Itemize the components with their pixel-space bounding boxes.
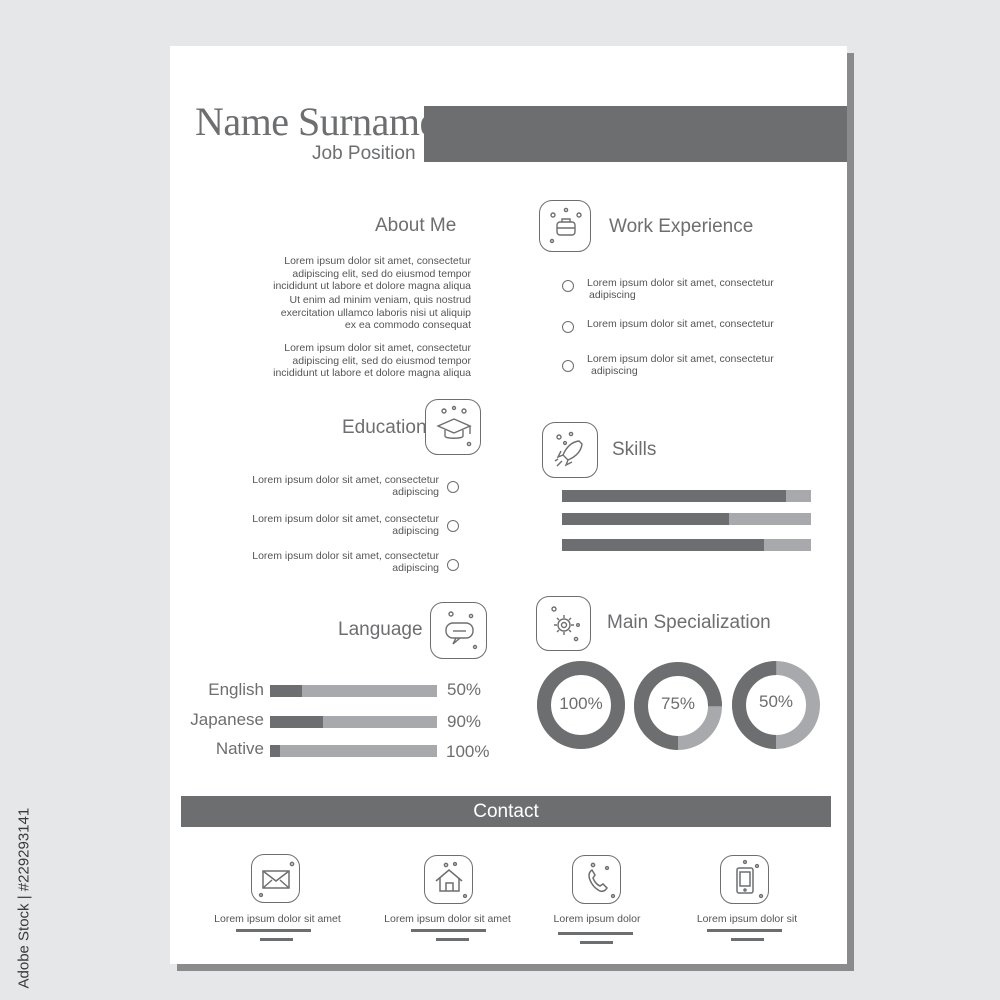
about-paragraph-3 xyxy=(221,342,471,380)
language-bar-track xyxy=(270,685,437,697)
education-line: adipiscing xyxy=(392,486,439,498)
about-line: ex ea commodo consequat xyxy=(344,319,471,331)
education-bullet xyxy=(447,481,459,493)
language-percent: 90% xyxy=(447,712,482,731)
language-percent: 100% xyxy=(446,742,490,761)
divider-line xyxy=(260,938,293,941)
about-paragraph-2 xyxy=(221,294,471,332)
work-bullet xyxy=(562,280,574,292)
about-line: incididunt ut labore et dolore magna aliqua xyxy=(273,280,471,292)
gear-icon xyxy=(536,596,591,651)
education-item-1 xyxy=(199,474,439,498)
contact-text: Lorem ipsum dolor sit xyxy=(696,913,798,925)
language-bar-fill xyxy=(270,685,302,697)
graduation-cap-icon xyxy=(425,399,481,455)
speech-bubble-icon xyxy=(430,602,487,659)
contact-title: Contact xyxy=(473,801,539,822)
education-bullet xyxy=(447,559,459,571)
skills-title: Skills xyxy=(612,439,657,460)
work-line: Lorem ipsum dolor sit amet, consectetur xyxy=(587,277,774,289)
education-line: Lorem ipsum dolor sit amet, consectetur xyxy=(252,474,439,486)
work-line: adipiscing xyxy=(589,289,636,301)
language-name: Japanese xyxy=(190,710,264,729)
language-bar-fill xyxy=(270,745,280,757)
about-line: Lorem ipsum dolor sit amet, consectetur xyxy=(284,255,471,267)
work-item-1 xyxy=(587,277,817,301)
divider-line xyxy=(411,929,486,932)
language-bar-track xyxy=(270,745,437,757)
stock-watermark xyxy=(14,770,34,990)
donut-label: 50% xyxy=(758,692,794,711)
about-line: adipiscing elit, sed do eiusmod tempor xyxy=(292,267,471,280)
rocket-icon xyxy=(542,422,598,478)
divider-line xyxy=(558,932,633,935)
work-line: Lorem ipsum dolor sit amet, consectetur xyxy=(587,353,774,365)
education-title: Education xyxy=(342,417,427,438)
language-name: Native xyxy=(215,739,264,758)
about-line: incididunt ut labore et dolore magna aliqua xyxy=(273,367,471,379)
phone-icon xyxy=(572,855,621,904)
donut-label: 100% xyxy=(559,694,603,713)
skill-bar-track xyxy=(562,539,811,551)
contact-text: Lorem ipsum dolor sit amet xyxy=(384,913,511,925)
about-line: adipiscing elit, sed do eiusmod tempor xyxy=(292,354,471,367)
about-line: Lorem ipsum dolor sit amet, consectetur xyxy=(284,342,471,354)
skill-bar-track xyxy=(562,490,811,502)
home-icon xyxy=(424,855,473,904)
language-percent: 50% xyxy=(447,680,482,699)
education-item-3 xyxy=(199,550,439,574)
work-bullet xyxy=(562,321,574,333)
education-item-2 xyxy=(199,513,439,537)
about-line: exercitation ullamco laboris nisi ut aliquip xyxy=(280,306,471,319)
briefcase-icon xyxy=(539,200,591,252)
envelope-icon xyxy=(251,854,300,903)
about-paragraph-1 xyxy=(221,255,471,293)
header-bar xyxy=(424,106,847,162)
divider-line xyxy=(436,938,469,941)
contact-text: Lorem ipsum dolor sit amet xyxy=(214,913,341,925)
language-title: Language xyxy=(338,619,423,640)
education-line: Lorem ipsum dolor sit amet, consectetur xyxy=(252,550,439,562)
divider-line xyxy=(707,929,782,932)
specialization-title: Main Specialization xyxy=(607,612,771,633)
donut-label: 75% xyxy=(660,694,696,713)
skill-bar-fill xyxy=(562,513,729,525)
work-bullet xyxy=(562,360,574,372)
education-line: adipiscing xyxy=(392,562,439,574)
full-name: Name Surname xyxy=(195,99,437,144)
work-line: Lorem ipsum dolor sit amet, consectetur xyxy=(587,318,774,330)
divider-line xyxy=(580,941,613,944)
work-line: adipiscing xyxy=(591,365,638,377)
divider-line xyxy=(236,929,311,932)
work-title: Work Experience xyxy=(609,216,754,237)
about-title: About Me xyxy=(375,215,457,236)
language-name: English xyxy=(208,680,264,699)
skill-bar-fill xyxy=(562,490,786,502)
watermark-text: Adobe Stock | #229293141 xyxy=(15,807,33,989)
language-bar-track xyxy=(270,716,437,728)
about-line: Ut enim ad minim veniam, quis nostrud xyxy=(289,294,471,306)
mobile-icon xyxy=(720,855,769,904)
job-position: Job Position xyxy=(312,143,416,164)
work-item-3 xyxy=(587,353,817,377)
education-line: Lorem ipsum dolor sit amet, consectetur xyxy=(252,513,439,525)
language-bar-fill xyxy=(270,716,323,728)
work-item-2 xyxy=(587,318,817,330)
skill-bar-track xyxy=(562,513,811,525)
divider-line xyxy=(731,938,764,941)
contact-text: Lorem ipsum dolor xyxy=(553,913,641,925)
education-bullet xyxy=(447,520,459,532)
education-line: adipiscing xyxy=(392,525,439,537)
skill-bar-fill xyxy=(562,539,764,551)
